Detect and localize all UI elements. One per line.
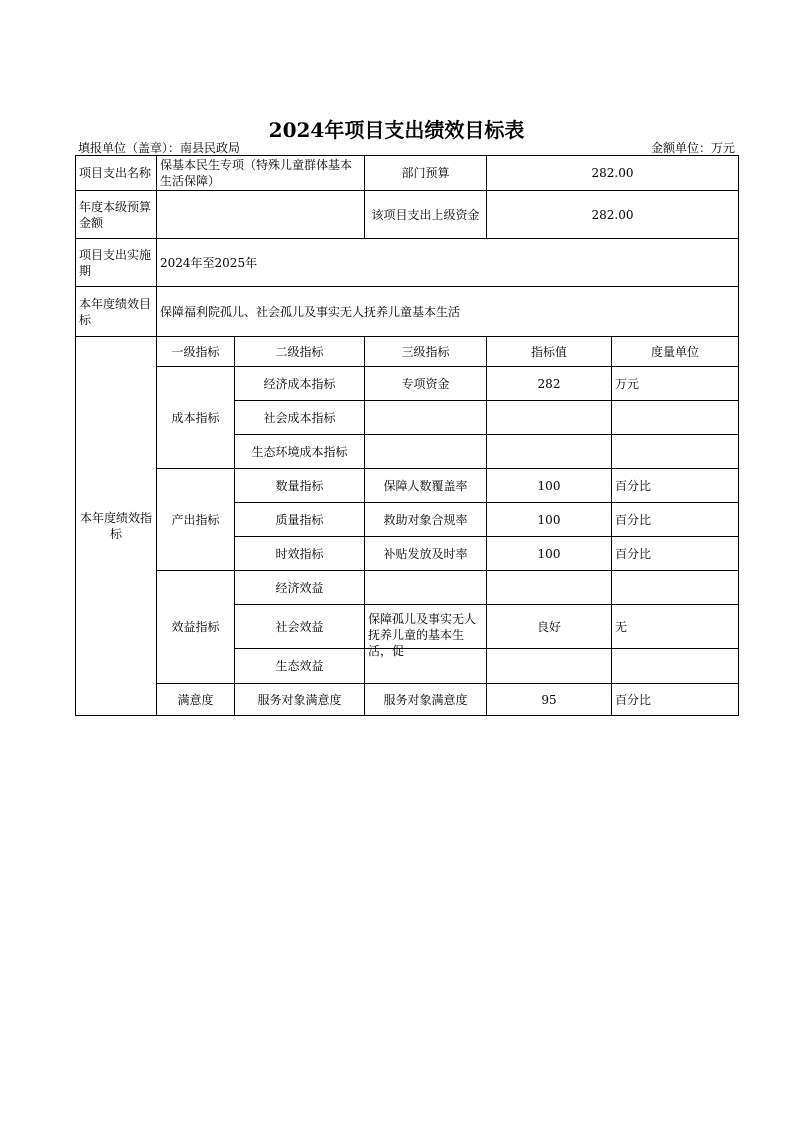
benefit-unit: 无 <box>612 605 739 649</box>
period-row <box>76 239 739 287</box>
period-value: 2024年至2025年 <box>157 239 739 287</box>
satisfaction-l2: 服务对象满意度 <box>235 684 365 716</box>
superior-funds-value: 282.00 <box>487 191 739 239</box>
benefit-l3 <box>365 605 487 658</box>
header-level1: 一级指标 <box>157 337 235 367</box>
header-level2: 二级指标 <box>235 337 365 367</box>
superior-funds-label: 该项目支出上级资金 <box>365 191 487 239</box>
cost-l3: 专项资金 <box>365 367 487 401</box>
output-l3: 补贴发放及时率 <box>365 537 487 571</box>
goal-row <box>76 287 739 337</box>
benefit-l2: 经济效益 <box>235 571 365 605</box>
output-unit: 百分比 <box>612 503 739 537</box>
period-label: 项目支出实施期 <box>76 239 157 287</box>
benefit-l3 <box>365 571 487 605</box>
cost-l2: 经济成本指标 <box>235 367 365 401</box>
table-row <box>76 469 739 503</box>
amount-unit: 金额单位：万元 <box>650 141 735 155</box>
goal-label: 本年度绩效目标 <box>76 287 157 337</box>
cost-l2: 社会成本指标 <box>235 401 365 435</box>
satisfaction-indicator-label: 满意度 <box>157 684 235 716</box>
cost-l2: 生态环境成本指标 <box>235 435 365 469</box>
benefit-indicator-label: 效益指标 <box>157 571 235 684</box>
table-row <box>76 571 739 605</box>
page-title: 2024年项目支出绩效目标表 <box>268 118 525 142</box>
cost-value: 282 <box>487 367 612 401</box>
cost-unit: 万元 <box>612 367 739 401</box>
header-level3: 三级指标 <box>365 337 487 367</box>
header-value: 指标值 <box>487 337 612 367</box>
goal-value: 保障福利院孤儿、社会孤儿及事实无人抚养儿童基本生活 <box>157 287 739 337</box>
cost-value <box>487 401 612 435</box>
output-value: 100 <box>487 503 612 537</box>
benefit-l3-text: 保障孤儿及事实无人抚养儿童的基本生活，促 <box>368 611 477 658</box>
table-row <box>76 684 739 716</box>
benefit-value <box>487 571 612 605</box>
output-l2: 时效指标 <box>235 537 365 571</box>
satisfaction-l3: 服务对象满意度 <box>365 684 487 716</box>
annual-budget-row <box>76 191 739 239</box>
benefit-value: 良好 <box>487 605 612 649</box>
cost-l3 <box>365 401 487 435</box>
project-name-text: 保基本民生专项（特殊儿童群体基本生活保障） <box>160 158 353 188</box>
filling-unit: 填报单位（盖章）：南县民政局 <box>78 141 241 155</box>
output-indicator-label: 产出指标 <box>157 469 235 571</box>
output-l3: 保障人数覆盖率 <box>365 469 487 503</box>
dept-budget-label: 部门预算 <box>365 156 487 191</box>
cost-l3 <box>365 435 487 469</box>
header-unit: 度量单位 <box>612 337 739 367</box>
output-unit: 百分比 <box>612 469 739 503</box>
project-name-value <box>157 156 365 191</box>
indicator-section-label: 本年度绩效指标 <box>76 337 157 716</box>
cost-unit <box>612 435 739 469</box>
indicator-header-row <box>76 337 739 367</box>
benefit-l2: 社会效益 <box>235 605 365 649</box>
cost-value <box>487 435 612 469</box>
benefit-unit <box>612 649 739 684</box>
output-l2: 质量指标 <box>235 503 365 537</box>
output-l3: 救助对象合规率 <box>365 503 487 537</box>
output-unit: 百分比 <box>612 537 739 571</box>
annual-budget-label: 年度本级预算金额 <box>76 191 157 239</box>
dept-budget-value: 282.00 <box>487 156 739 191</box>
output-value: 100 <box>487 469 612 503</box>
benefit-unit <box>612 571 739 605</box>
output-value: 100 <box>487 537 612 571</box>
satisfaction-unit: 百分比 <box>612 684 739 716</box>
output-l2: 数量指标 <box>235 469 365 503</box>
cost-unit <box>612 401 739 435</box>
satisfaction-value: 95 <box>487 684 612 716</box>
cost-indicator-label: 成本指标 <box>157 367 235 469</box>
benefit-l2: 生态效益 <box>235 649 365 684</box>
benefit-value <box>487 649 612 684</box>
annual-budget-value <box>157 191 365 239</box>
table-row <box>76 367 739 401</box>
performance-table <box>75 155 739 716</box>
project-name-row <box>76 156 739 191</box>
project-name-label: 项目支出名称 <box>76 156 157 191</box>
